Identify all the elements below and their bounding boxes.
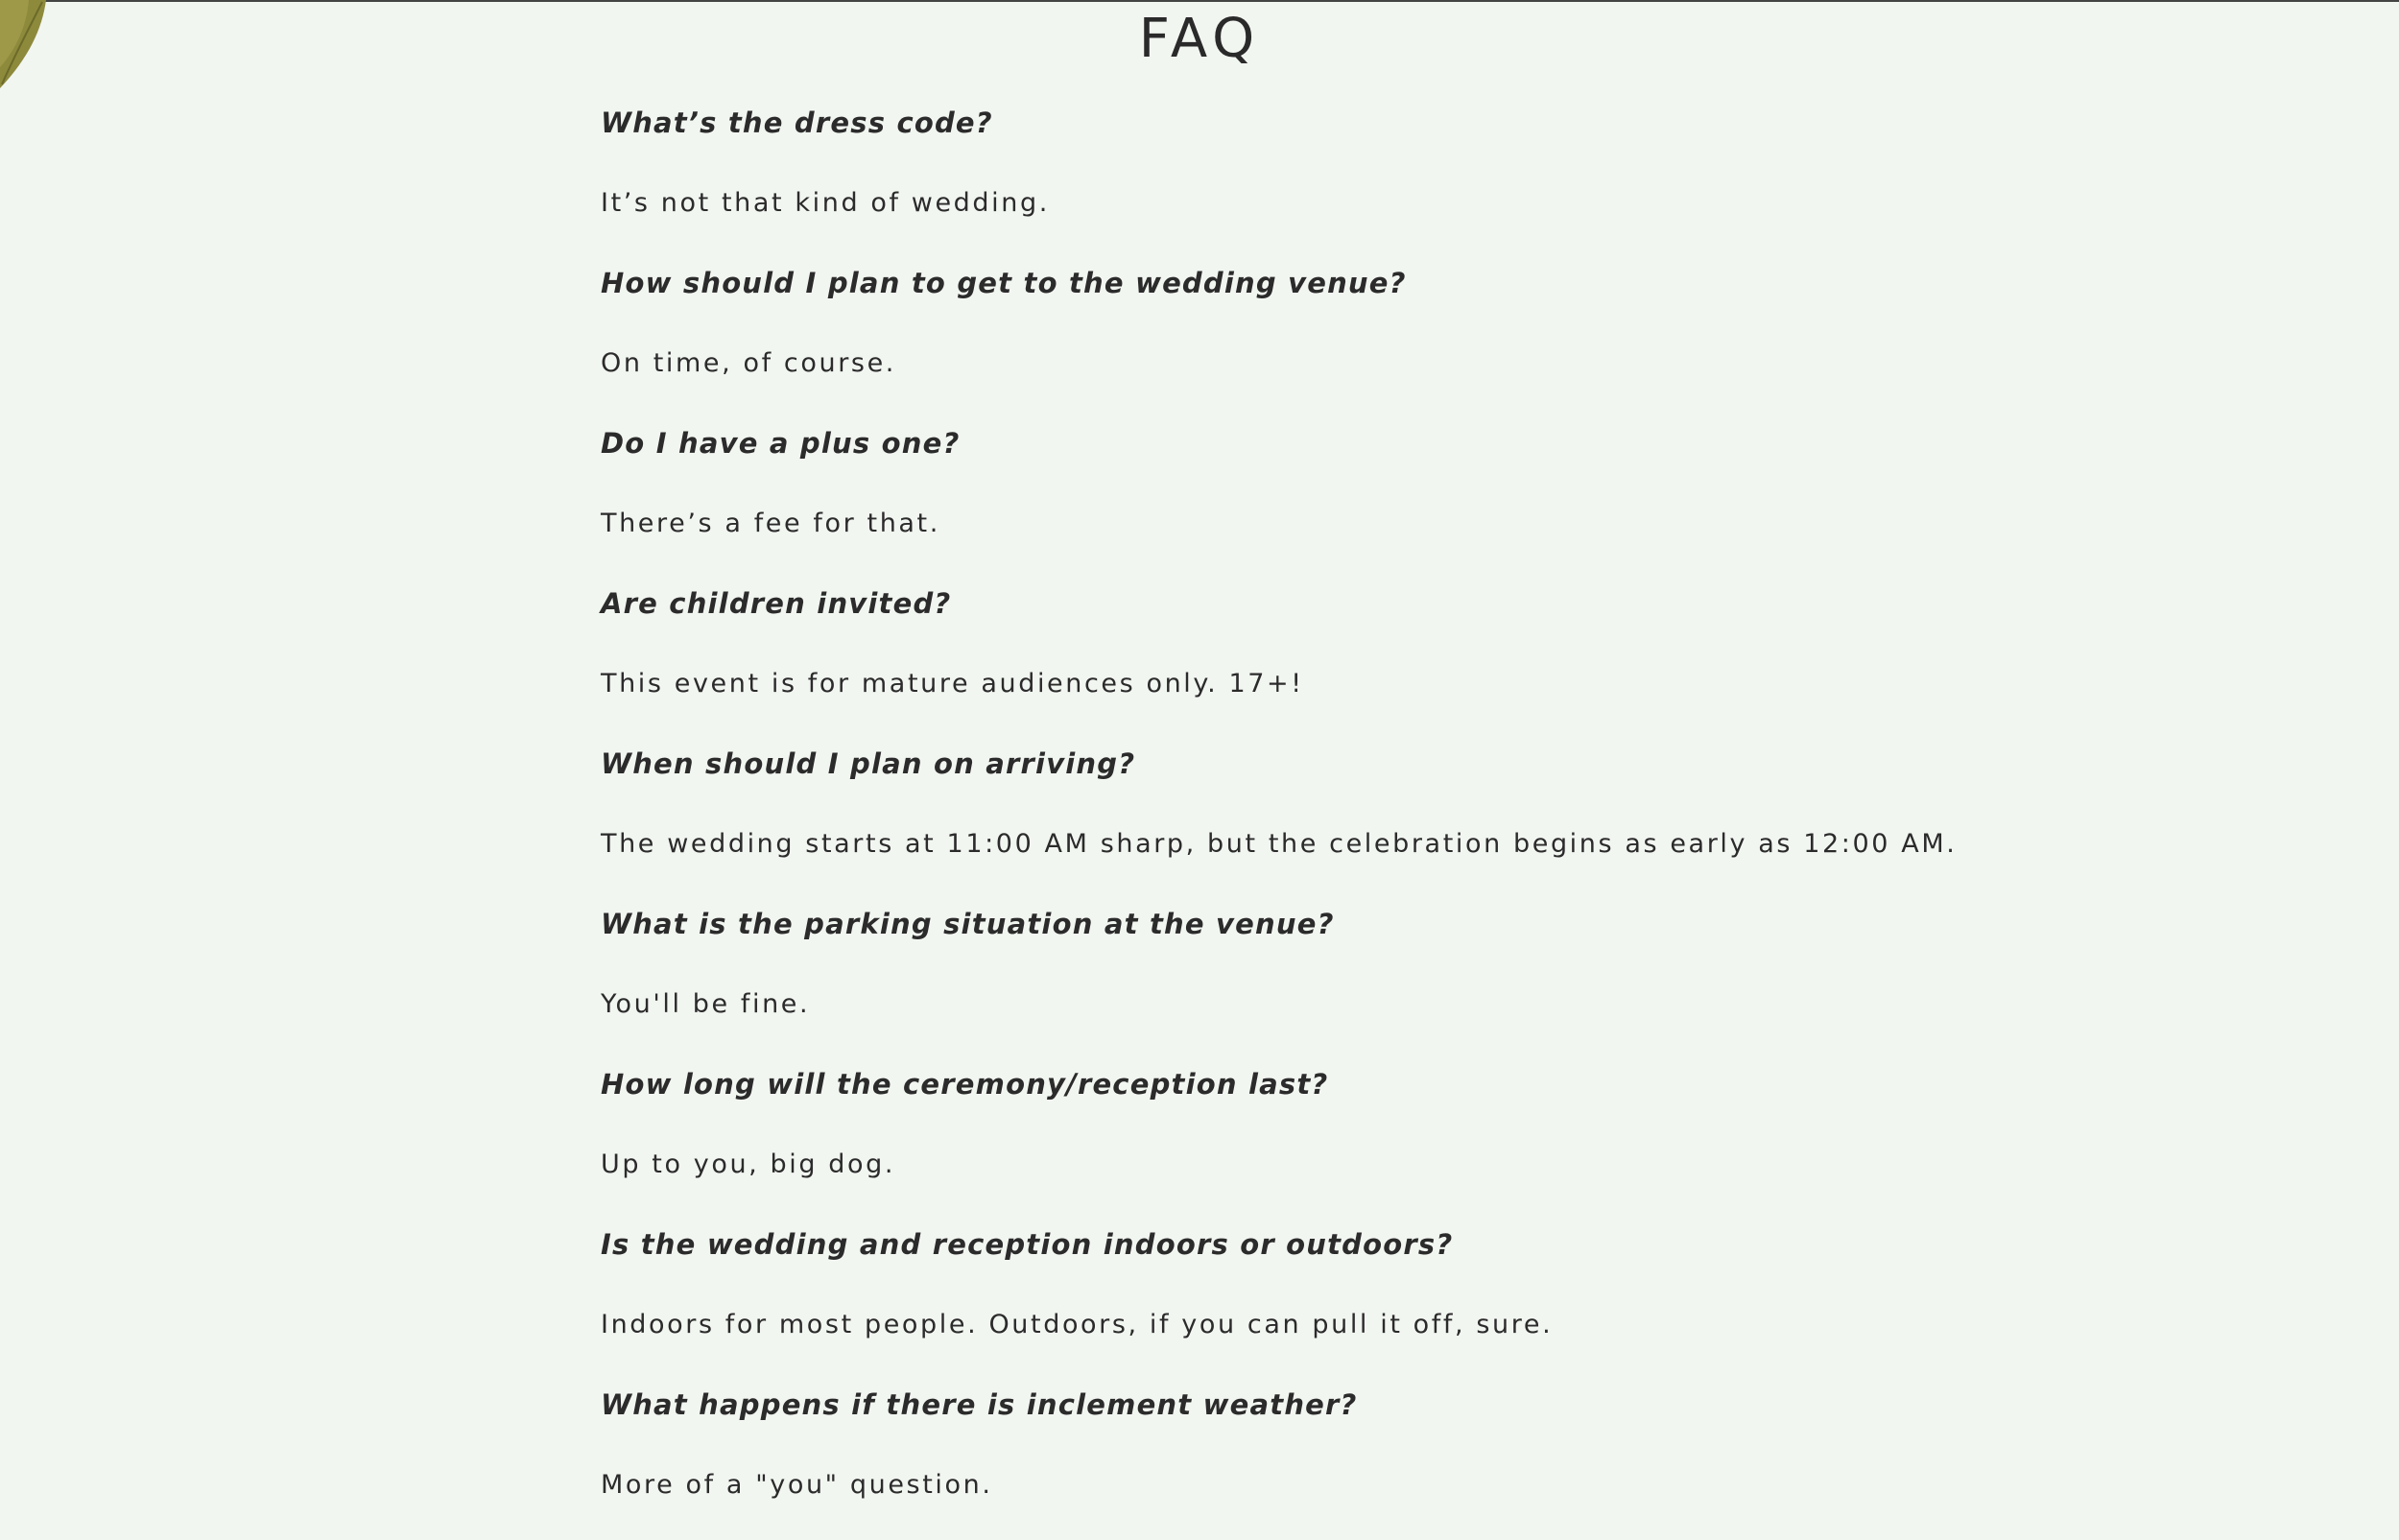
faq-question: How long will the ceremony/reception last? [601,1059,2232,1140]
faq-question: When should I plan on arriving? [601,739,2232,819]
faq-question: Is the wedding and reception indoors or outdoors? [601,1220,2232,1300]
faq-list [601,98,2232,1540]
page-title: FAQ [0,6,2399,73]
faq-answer: On time, of course. [601,339,2232,419]
faq-item [601,739,2232,899]
faq-item [601,579,2232,739]
faq-item [601,98,2232,258]
faq-question: How should I plan to get to the wedding venue? [601,258,2232,339]
faq-item [601,258,2232,418]
faq-answer: The wedding starts at 11:00 AM sharp, but the celebration begins as early as 12:00 AM. [601,819,2232,900]
faq-answer: More of a "you" question. [601,1460,2232,1540]
faq-question: What’s the dress code? [601,98,2232,178]
faq-answer: This event is for mature audiences only. 17+! [601,659,2232,740]
faq-item [601,1059,2232,1220]
faq-answer: There’s a fee for that. [601,499,2232,580]
faq-question: Do I have a plus one? [601,418,2232,499]
faq-answer: You'll be fine. [601,980,2232,1060]
faq-item [601,1380,2232,1540]
faq-answer: Up to you, big dog. [601,1140,2232,1220]
faq-answer: Indoors for most people. Outdoors, if you can pull it off, sure. [601,1300,2232,1381]
faq-answer: It’s not that kind of wedding. [601,178,2232,259]
top-border [0,0,2399,2]
faq-item [601,899,2232,1059]
faq-question: Are children invited? [601,579,2232,659]
faq-item [601,1220,2232,1380]
faq-item [601,418,2232,579]
faq-question: What happens if there is inclement weather? [601,1380,2232,1460]
faq-question: What is the parking situation at the venue? [601,899,2232,980]
